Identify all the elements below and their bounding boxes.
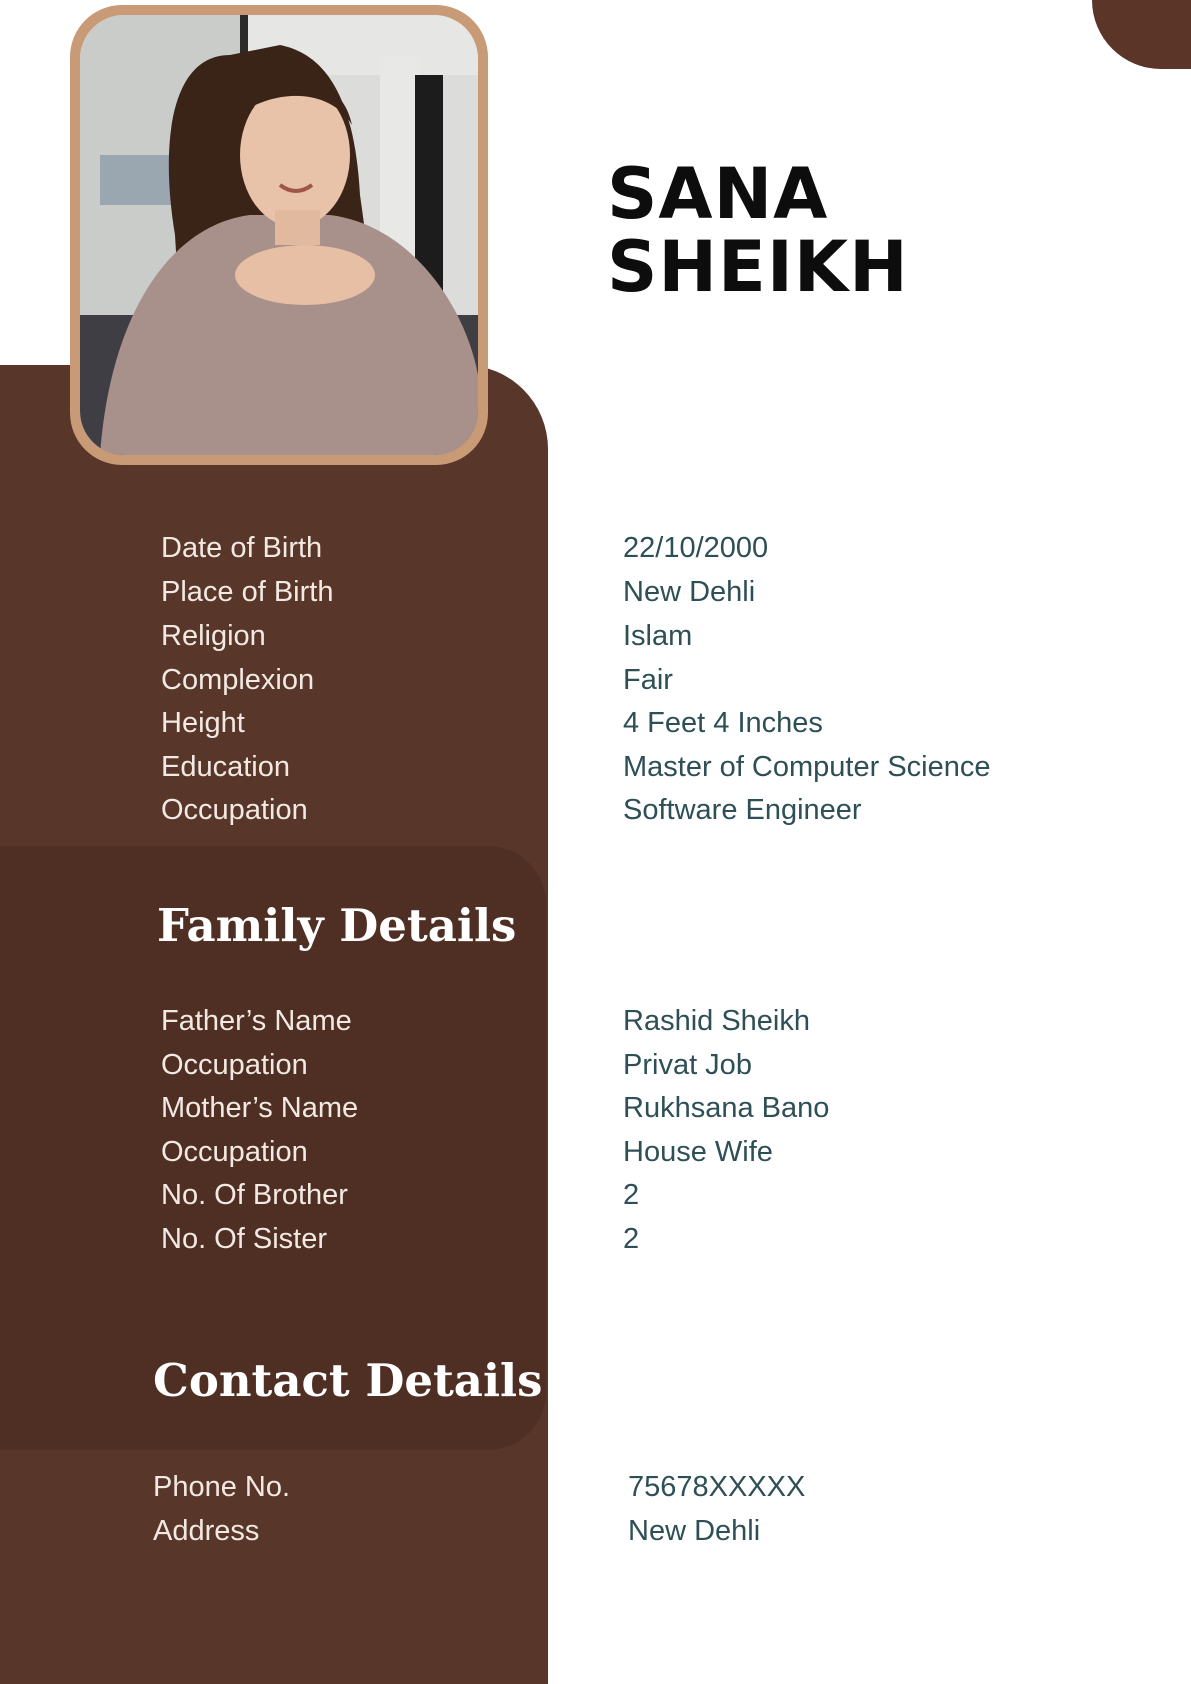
value-no-of-brother: 2 xyxy=(623,1179,640,1211)
first-name: SANA xyxy=(607,153,829,235)
label-mother-occupation: Occupation xyxy=(161,1136,308,1168)
value-address: New Dehli xyxy=(628,1515,761,1547)
value-mother-occupation: House Wife xyxy=(623,1136,773,1168)
candidate-name xyxy=(607,153,909,308)
contact-details-heading: Contact Details xyxy=(153,1354,543,1407)
value-complexion: Fair xyxy=(623,664,673,696)
label-date-of-birth: Date of Birth xyxy=(161,532,323,564)
value-phone-no: 75678XXXXX xyxy=(628,1471,806,1503)
value-mothers-name: Rukhsana Bano xyxy=(623,1092,830,1124)
label-father-occupation: Occupation xyxy=(161,1049,308,1081)
corner-decoration xyxy=(1092,0,1191,69)
label-no-of-brother: No. Of Brother xyxy=(161,1179,348,1211)
value-date-of-birth: 22/10/2000 xyxy=(623,532,769,564)
label-religion: Religion xyxy=(161,620,266,652)
label-mothers-name: Mother’s Name xyxy=(161,1092,359,1124)
family-details-heading: Family Details xyxy=(157,899,517,952)
value-occupation: Software Engineer xyxy=(623,794,862,826)
value-father-occupation: Privat Job xyxy=(623,1049,752,1081)
profile-photo-frame xyxy=(70,5,488,465)
profile-photo xyxy=(80,15,478,455)
label-complexion: Complexion xyxy=(161,664,315,696)
value-fathers-name: Rashid Sheikh xyxy=(623,1005,810,1037)
value-religion: Islam xyxy=(623,620,693,652)
label-fathers-name: Father’s Name xyxy=(161,1005,352,1037)
label-no-of-sister: No. Of Sister xyxy=(161,1223,327,1255)
last-name: SHEIKH xyxy=(607,226,909,308)
value-height: 4 Feet 4 Inches xyxy=(623,707,823,739)
label-place-of-birth: Place of Birth xyxy=(161,576,334,608)
label-occupation: Occupation xyxy=(161,794,308,826)
label-height: Height xyxy=(161,707,245,739)
value-no-of-sister: 2 xyxy=(623,1223,640,1255)
value-place-of-birth: New Dehli xyxy=(623,576,756,608)
label-address: Address xyxy=(153,1515,260,1547)
value-education: Master of Computer Science xyxy=(623,751,991,783)
label-phone-no: Phone No. xyxy=(153,1471,291,1503)
label-education: Education xyxy=(161,751,290,783)
